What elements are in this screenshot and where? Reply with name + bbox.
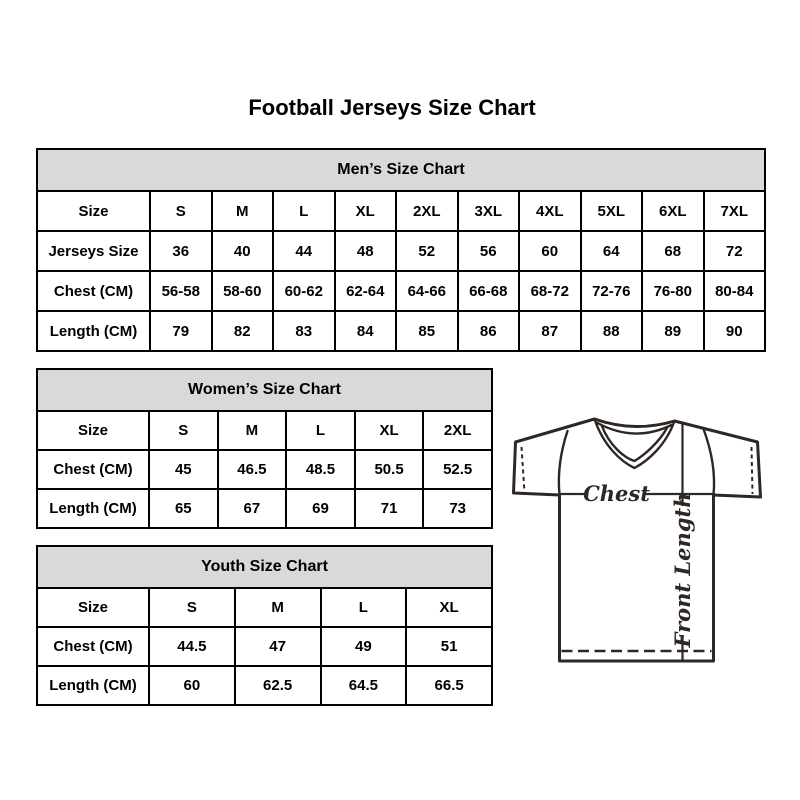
value-cell: 80-84 <box>704 271 766 311</box>
value-cell: 50.5 <box>355 450 424 489</box>
value-cell: L <box>321 588 407 627</box>
value-cell: 52.5 <box>423 450 492 489</box>
value-cell: 47 <box>235 627 321 666</box>
table-row <box>37 588 492 627</box>
value-cell: 90 <box>704 311 766 351</box>
table-row <box>37 271 765 311</box>
table-header-row <box>37 149 765 191</box>
value-cell: 69 <box>286 489 355 528</box>
value-cell: 84 <box>335 311 397 351</box>
table-row <box>37 666 492 705</box>
row-label-cell: Length (CM) <box>37 311 150 351</box>
value-cell: 36 <box>150 231 212 271</box>
value-cell: 3XL <box>458 191 520 231</box>
value-cell: 64.5 <box>321 666 407 705</box>
value-cell: 72 <box>704 231 766 271</box>
row-label-cell: Size <box>37 411 149 450</box>
row-label-cell: Length (CM) <box>37 489 149 528</box>
value-cell: 89 <box>642 311 704 351</box>
youth-table-body <box>37 588 492 705</box>
value-cell: L <box>273 191 335 231</box>
value-cell: 64-66 <box>396 271 458 311</box>
value-cell: 64 <box>581 231 643 271</box>
value-cell: 51 <box>406 627 492 666</box>
value-cell: XL <box>406 588 492 627</box>
value-cell: XL <box>335 191 397 231</box>
value-cell: 44.5 <box>149 627 235 666</box>
value-cell: 88 <box>581 311 643 351</box>
value-cell: S <box>149 588 235 627</box>
value-cell: 68 <box>642 231 704 271</box>
value-cell: 4XL <box>519 191 581 231</box>
value-cell: 60-62 <box>273 271 335 311</box>
value-cell: 45 <box>149 450 218 489</box>
value-cell: 2XL <box>396 191 458 231</box>
mens-table-title: Men’s Size Chart <box>37 149 765 191</box>
table-row <box>37 450 492 489</box>
front-length-label: Front Length <box>670 492 695 648</box>
table-row <box>37 411 492 450</box>
value-cell: 56-58 <box>150 271 212 311</box>
row-label-cell: Size <box>37 191 150 231</box>
value-cell: 86 <box>458 311 520 351</box>
value-cell: 62-64 <box>335 271 397 311</box>
armhole-left-line <box>559 431 568 495</box>
value-cell: 48.5 <box>286 450 355 489</box>
value-cell: 44 <box>273 231 335 271</box>
value-cell: M <box>212 191 274 231</box>
value-cell: 60 <box>519 231 581 271</box>
value-cell: 68-72 <box>519 271 581 311</box>
row-label-cell: Chest (CM) <box>37 627 149 666</box>
table-row <box>37 627 492 666</box>
value-cell: 49 <box>321 627 407 666</box>
value-cell: L <box>286 411 355 450</box>
value-cell: 7XL <box>704 191 766 231</box>
mens-size-table <box>36 148 766 352</box>
value-cell: 65 <box>149 489 218 528</box>
value-cell: 46.5 <box>218 450 287 489</box>
value-cell: 85 <box>396 311 458 351</box>
row-label-cell: Size <box>37 588 149 627</box>
youth-table-title: Youth Size Chart <box>37 546 492 588</box>
value-cell: M <box>218 411 287 450</box>
jersey-outline <box>514 419 761 661</box>
value-cell: 60 <box>149 666 235 705</box>
womens-size-table <box>36 368 493 529</box>
mens-table-body <box>37 191 765 351</box>
table-row <box>37 231 765 271</box>
womens-table-body <box>37 411 492 528</box>
value-cell: 82 <box>212 311 274 351</box>
row-label-cell: Chest (CM) <box>37 271 150 311</box>
table-header-row <box>37 369 492 411</box>
value-cell: M <box>235 588 321 627</box>
chest-label: Chest <box>583 481 650 506</box>
womens-table-title: Women’s Size Chart <box>37 369 492 411</box>
value-cell: 58-60 <box>212 271 274 311</box>
value-cell: S <box>149 411 218 450</box>
value-cell: 67 <box>218 489 287 528</box>
table-header-row <box>37 546 492 588</box>
value-cell: 73 <box>423 489 492 528</box>
value-cell: S <box>150 191 212 231</box>
value-cell: 66.5 <box>406 666 492 705</box>
table-row <box>37 311 765 351</box>
youth-size-table <box>36 545 493 706</box>
table-row <box>37 489 492 528</box>
row-label-cell: Jerseys Size <box>37 231 150 271</box>
value-cell: 5XL <box>581 191 643 231</box>
value-cell: 66-68 <box>458 271 520 311</box>
table-row <box>37 191 765 231</box>
jersey-measurement-diagram <box>504 402 777 692</box>
value-cell: 6XL <box>642 191 704 231</box>
value-cell: 52 <box>396 231 458 271</box>
row-label-cell: Length (CM) <box>37 666 149 705</box>
value-cell: 72-76 <box>581 271 643 311</box>
value-cell: 62.5 <box>235 666 321 705</box>
value-cell: 87 <box>519 311 581 351</box>
value-cell: 76-80 <box>642 271 704 311</box>
cuff-left-dashed-line <box>522 447 525 492</box>
armhole-right-line <box>704 429 715 495</box>
value-cell: 83 <box>273 311 335 351</box>
value-cell: 79 <box>150 311 212 351</box>
value-cell: 71 <box>355 489 424 528</box>
value-cell: XL <box>355 411 424 450</box>
value-cell: 56 <box>458 231 520 271</box>
row-label-cell: Chest (CM) <box>37 450 149 489</box>
value-cell: 2XL <box>423 411 492 450</box>
cuff-right-dashed-line <box>752 447 753 494</box>
page-title: Football Jerseys Size Chart <box>248 95 536 120</box>
value-cell: 40 <box>212 231 274 271</box>
value-cell: 48 <box>335 231 397 271</box>
